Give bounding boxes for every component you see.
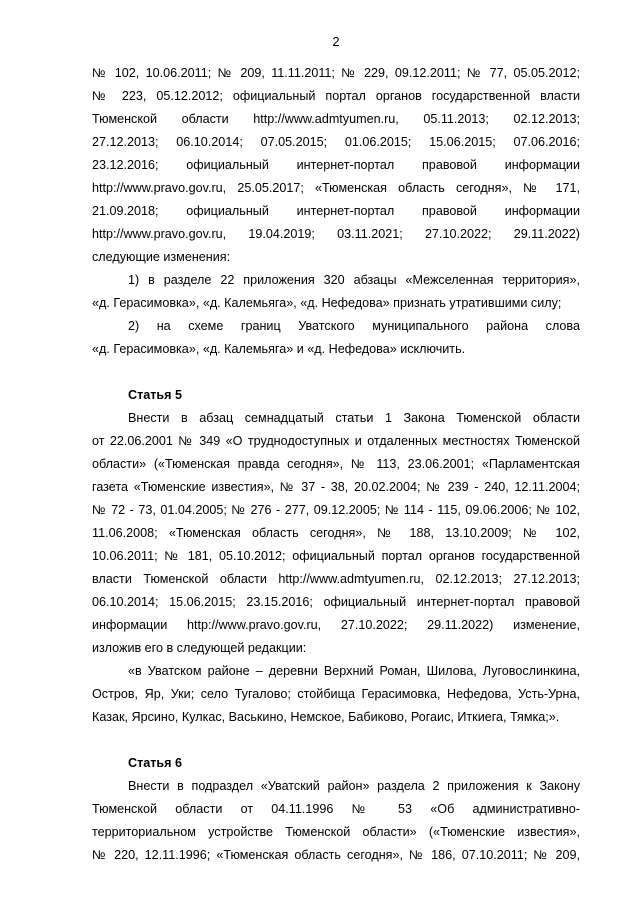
text-line: «в Уватском районе – деревни Верхний Роман, Шилова, Луговослинкина,: [128, 664, 580, 678]
text-line: № 220, 12.11.1996; «Тюменская область сегодня», № 186, 07.10.2011; № 209,: [92, 848, 580, 862]
text-line: следующие изменения:: [92, 250, 231, 264]
list-item-1: [92, 269, 580, 315]
list-item-2: [92, 315, 580, 361]
document-page: [92, 0, 580, 905]
text-line: изложив его в следующей редакции:: [92, 641, 307, 655]
article-5-paragraph: [92, 407, 580, 660]
text-line: от 22.06.2001 № 349 «О труднодоступных и отдаленных местностях Тюменской: [92, 434, 580, 448]
text-line: Тюменской области http://www.admtyumen.ru, 05.11.2013; 02.12.2013;: [92, 112, 580, 126]
text-line: 21.09.2018; официальный интернет-портал правовой информации: [92, 204, 580, 218]
text-line: «д. Герасимовка», «д. Калемьяга», «д. Нефедова» признать утратившими силу;: [92, 296, 562, 310]
text-line: http://www.pravo.gov.ru, 19.04.2019; 03.11.2021; 27.10.2022; 29.11.2022): [92, 227, 580, 241]
text-line: 23.12.2016; официальный интернет-портал правовой информации: [92, 158, 580, 172]
text-line: Остров, Яр, Уки; село Тугалово; стойбища Герасимовка, Нефедова, Усть-Урна,: [92, 687, 580, 701]
text-line: Внести в подраздел «Уватский район» раздела 2 приложения к Закону: [128, 779, 580, 793]
text-line: Казак, Ярсино, Кулкас, Васькино, Немское, Бабиково, Рогаис, Иткиега, Тямка;».: [92, 710, 560, 724]
article-6-heading: Статья 6: [128, 756, 183, 770]
continuation-paragraph: [92, 62, 580, 269]
article-5-quote: [92, 660, 580, 729]
text-line: http://www.pravo.gov.ru, 25.05.2017; «Тюменская область сегодня», № 171,: [92, 181, 580, 195]
text-line: газета «Тюменские известия», № 37 - 38, 20.02.2004; № 239 - 240, 12.11.2004;: [92, 480, 580, 494]
document-body: [92, 62, 580, 867]
text-line: 1) в разделе 22 приложения 320 абзацы «Межселенная территория»,: [128, 273, 580, 287]
article-5-heading: Статья 5: [128, 388, 183, 402]
text-line: № 72 - 73, 01.04.2005; № 276 - 277, 09.12.2005; № 114 - 115, 09.06.2006; № 102,: [92, 503, 580, 517]
text-line: информации http://www.pravo.gov.ru, 27.10.2022; 29.11.2022) изменение,: [92, 618, 580, 632]
text-line: области» («Тюменская правда сегодня», № 113, 23.06.2001; «Парламентская: [92, 457, 580, 471]
page-number: 2: [332, 34, 340, 49]
text-line: 06.10.2014; 15.06.2015; 23.15.2016; официальный интернет-портал правовой: [92, 595, 580, 609]
text-line: территориальном устройстве Тюменской области» («Тюменские известия»,: [92, 825, 580, 839]
text-line: власти Тюменской области http://www.admtyumen.ru, 02.12.2013; 27.12.2013;: [92, 572, 580, 586]
text-line: Тюменской области от 04.11.1996 № 53 «Об административно-: [92, 802, 580, 816]
text-line: 2) на схеме границ Уватского муниципального района слова: [128, 319, 580, 333]
text-line: Внести в абзац семнадцатый статьи 1 Закона Тюменской области: [128, 411, 580, 425]
text-line: 27.12.2013; 06.10.2014; 07.05.2015; 01.06.2015; 15.06.2015; 07.06.2016;: [92, 135, 580, 149]
text-line: 10.06.2011; № 181, 05.10.2012; официальный портал органов государственной: [92, 549, 580, 563]
text-line: № 102, 10.06.2011; № 209, 11.11.2011; № 229, 09.12.2011; № 77, 05.05.2012;: [92, 66, 580, 80]
text-line: 11.06.2008; «Тюменская область сегодня», № 188, 13.10.2009; № 102,: [92, 526, 580, 540]
text-line: № 223, 05.12.2012; официальный портал органов государственной власти: [92, 89, 580, 103]
article-6-paragraph: [92, 775, 580, 867]
text-line: «д. Герасимовка», «д. Калемьяга» и «д. Нефедова» исключить.: [92, 342, 466, 356]
